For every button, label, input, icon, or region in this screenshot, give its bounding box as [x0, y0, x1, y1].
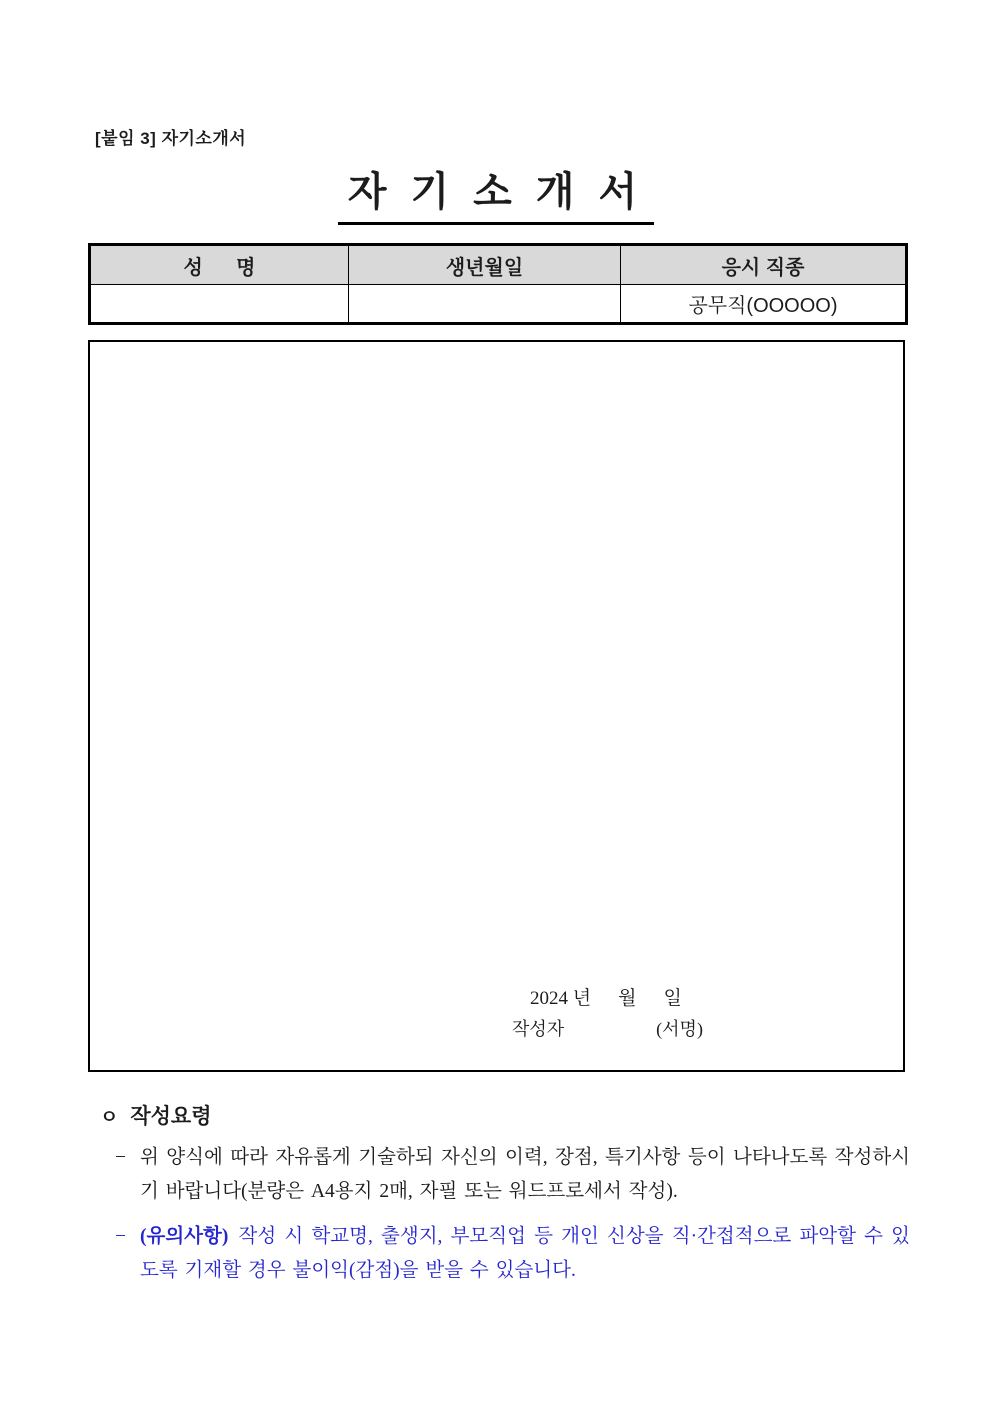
header-job-type: 응시 직종	[621, 245, 907, 285]
header-name: 성 명	[90, 245, 349, 285]
instruction-notice-text	[140, 1220, 910, 1288]
date-day-label: 일	[663, 988, 682, 1009]
date-month-label: 월	[618, 988, 637, 1009]
instruction-item-general	[115, 1141, 910, 1209]
dash-bullet-icon: −	[115, 1147, 126, 1168]
table-value-row	[90, 285, 907, 324]
instructions-heading-label: 작성요령	[130, 1104, 212, 1128]
notice-bold-prefix: (유의사항)	[140, 1226, 229, 1247]
page-title: 자 기 소 개 서	[338, 160, 654, 225]
instructions-section	[88, 1100, 910, 1288]
job-type-cell: 공무직(OOOOO)	[621, 285, 907, 324]
circle-bullet-icon: ㅇ	[100, 1107, 119, 1128]
signature-label: (서명)	[656, 1019, 703, 1039]
applicant-info-table	[88, 243, 908, 325]
name-input-cell[interactable]	[90, 285, 349, 324]
instruction-text: 위 양식에 따라 자유롭게 기술하되 자신의 이력, 장점, 특기사항 등이 나타나도록 작성하시기 바랍니다(분량은 A4용지 2매, 자필 또는 워드프로세서 작성).	[140, 1147, 910, 1202]
attachment-label: [붙임 3] 자기소개서	[95, 129, 247, 148]
instructions-heading	[88, 1100, 910, 1130]
essay-content-box[interactable]	[88, 340, 905, 1072]
date-line	[530, 983, 682, 1010]
header-birthdate: 생년월일	[349, 245, 621, 285]
title-wrapper	[0, 160, 992, 225]
birthdate-input-cell[interactable]	[349, 285, 621, 324]
notice-text: 작성 시 학교명, 출생지, 부모직업 등 개인 신상을 직·간접적으로 파악할 수 있도록 기재할 경우 불이익(감점)을 받을 수 있습니다.	[140, 1226, 911, 1281]
date-year: 2024 년	[530, 988, 592, 1009]
table-header-row	[90, 245, 907, 285]
dash-bullet-icon: −	[115, 1226, 126, 1247]
instruction-item-notice	[115, 1220, 910, 1288]
writer-label: 작성자	[512, 1019, 565, 1039]
writer-signature-line	[512, 1015, 703, 1041]
